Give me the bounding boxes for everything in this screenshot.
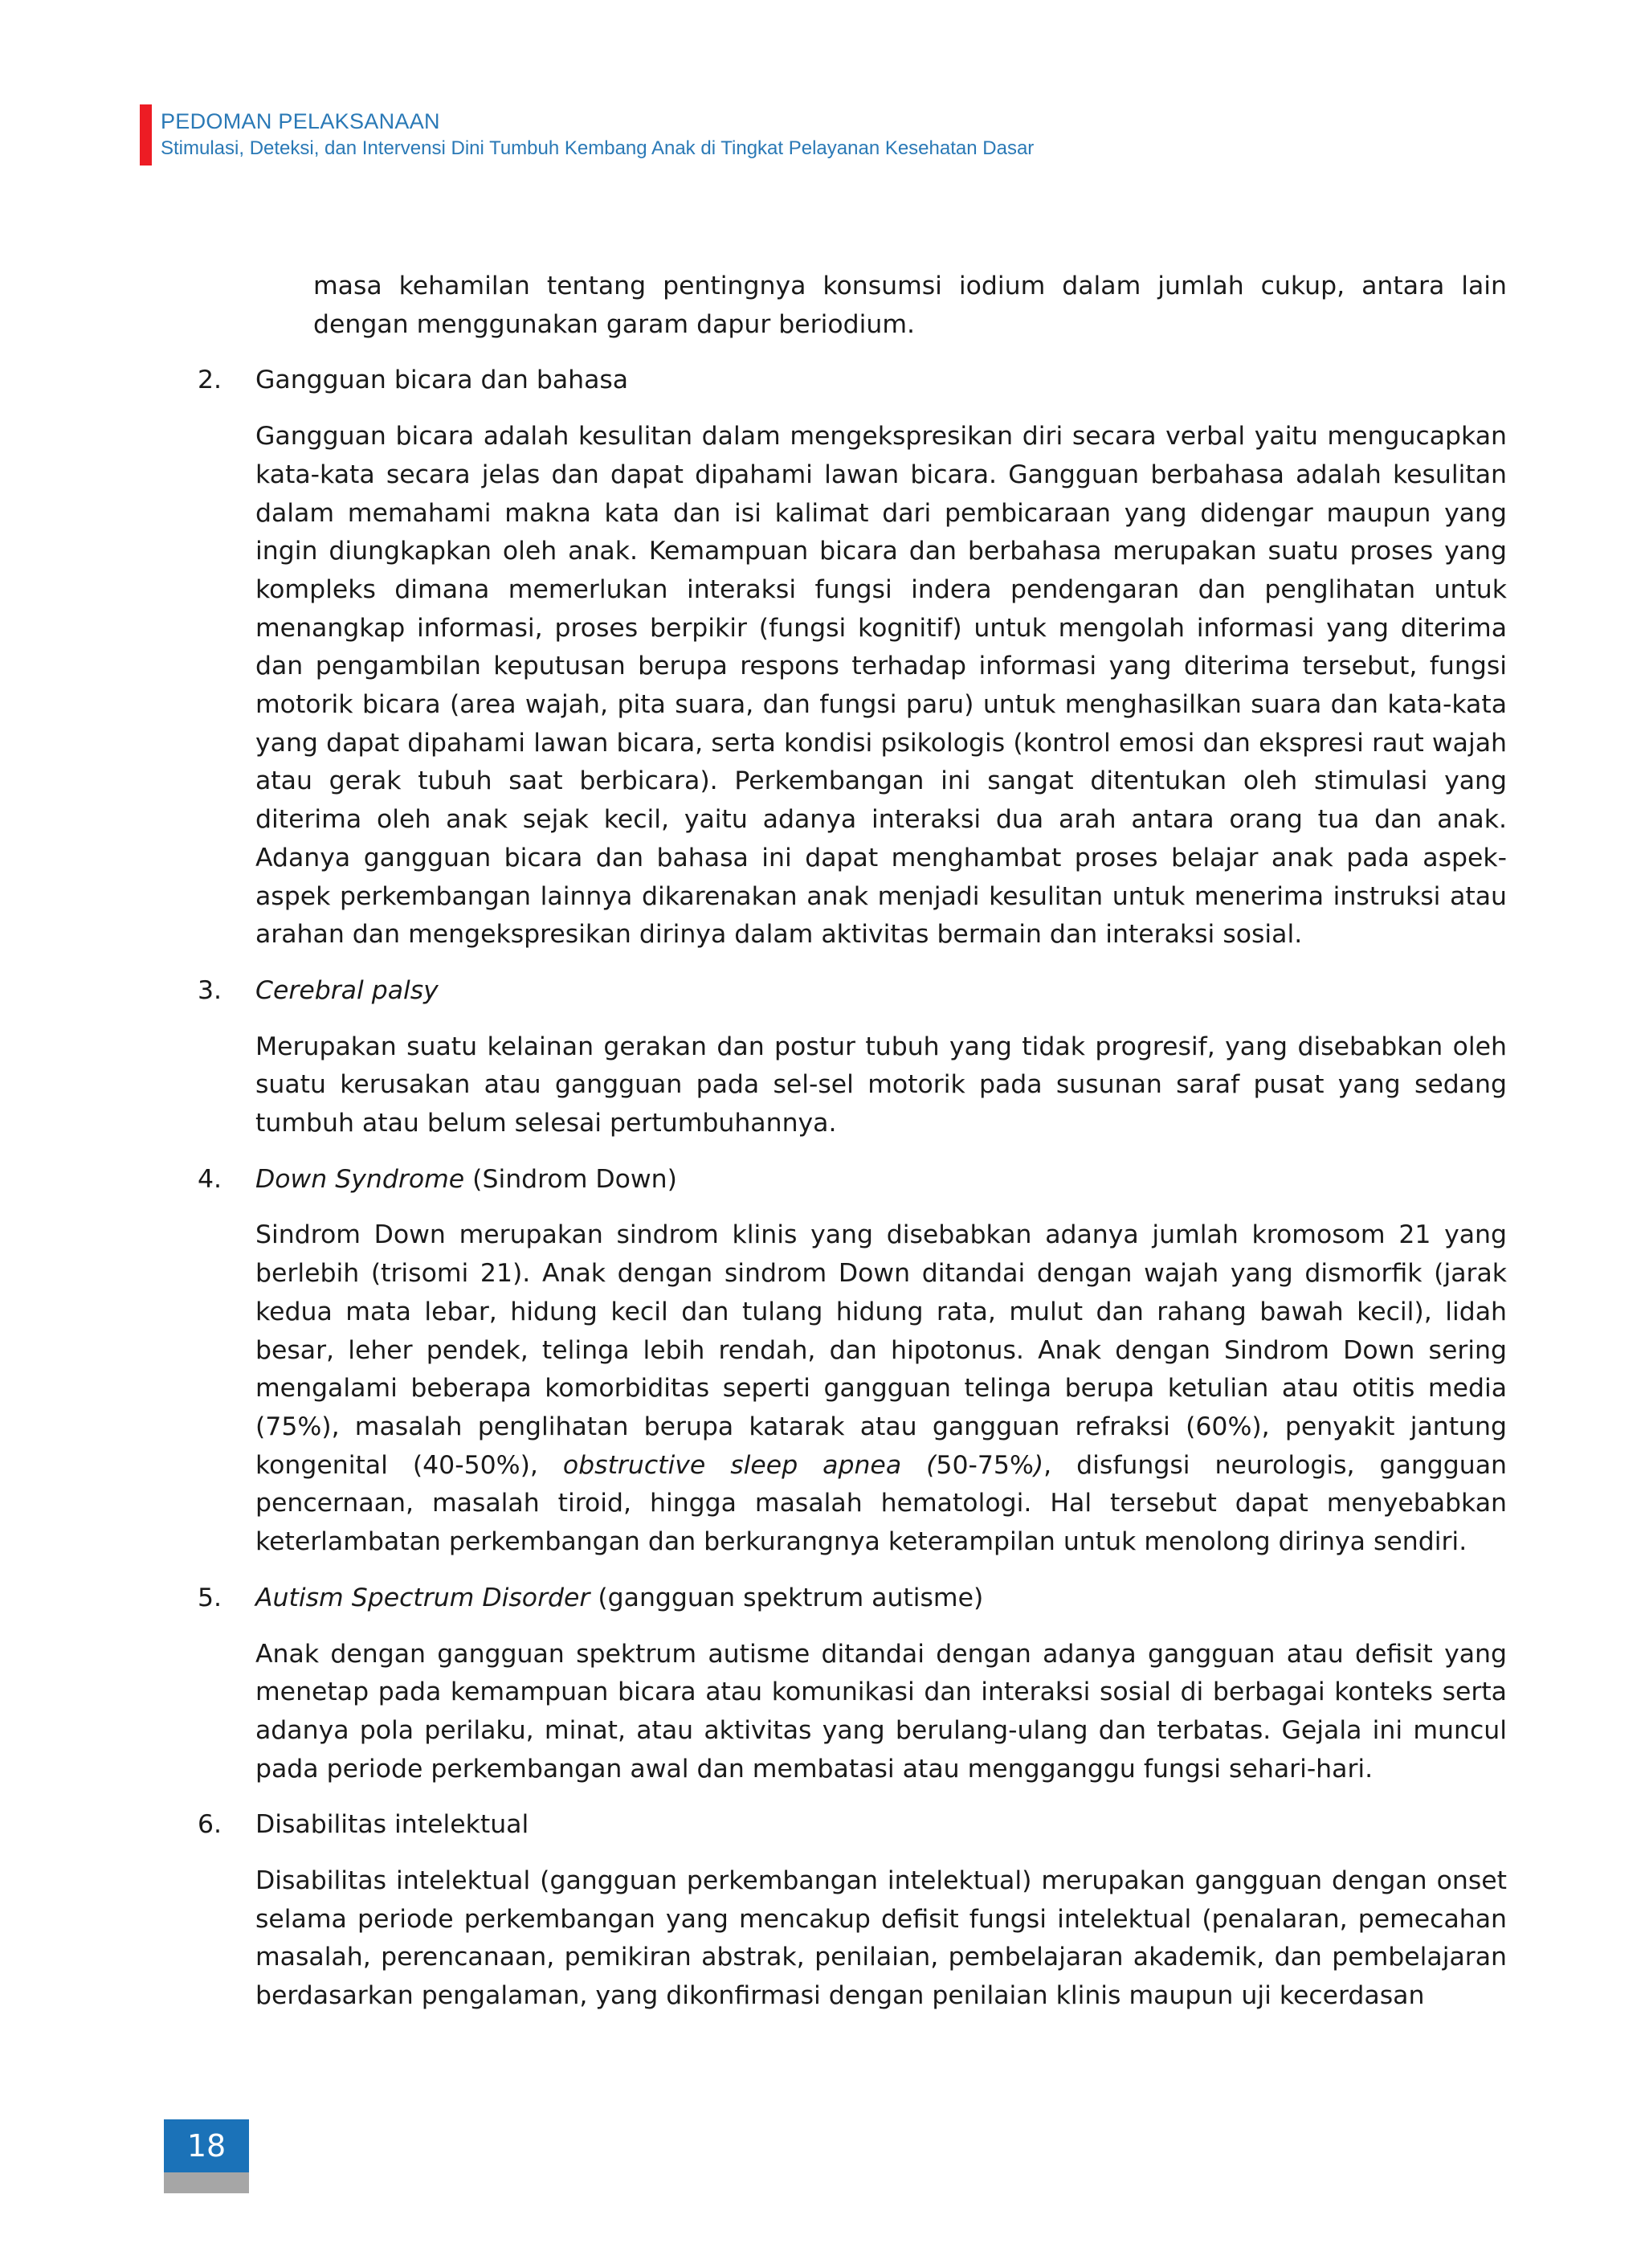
list-item-body [255,1216,1507,1561]
page-number: 18 [164,2119,249,2172]
intro-continuation: masa kehamilan tentang pentingnya konsumsi iodium dalam jumlah cukup, antara lain dengan menggunakan garam dapur beriodium. [313,272,1507,339]
list-item-title [255,1579,1507,1618]
list-item-heading [198,972,1507,1011]
body-text-segment: , disfungsi neurologis, gangguan pencernaan, masalah tiroid, hingga masalah hematologi. Hal tersebut dapat menyebabkan keterlambatan perkembangan dan berkurangnya keterampilan untuk menolong dirinya sendiri. [255,1450,1508,1557]
list-item-heading [198,1579,1507,1618]
list-item-number: 3. [198,975,222,1005]
header-accent-bar [140,104,152,166]
list-item-title-italic: Cerebral palsy [255,975,439,1005]
list-item-number: 5. [198,1583,222,1612]
body-text-segment: 50-75% [936,1450,1034,1480]
list-item-title-rest: (gangguan spektrum autisme) [590,1583,984,1612]
list-item-body: Merupakan suatu kelainan gerakan dan postur tubuh yang tidak progresif, yang disebabkan oleh suatu kerusakan atau gangguan pada sel-sel motorik pada susunan saraf pusat yang sedang tumbuh atau belum selesai pertumbuhannya. [255,1032,1507,1138]
header-subtitle: Stimulasi, Deteksi, dan Intervensi Dini Tumbuh Kembang Anak di Tingkat Pelayanan Kesehatan Dasar [161,137,1035,159]
list-item-heading [198,1161,1507,1199]
list-item-title [255,972,1507,1011]
list-item-body: Gangguan bicara adalah kesulitan dalam mengekspresikan diri secara verbal yaitu mengucapkan kata-kata secara jelas dan dapat dipahami lawan bicara. Gangguan berbahasa adalah kesulitan dalam memahami makna kata dan isi kalimat dari pembicaraan yang didengar maupun yang ingin diungkapkan oleh anak. Kemampuan bicara dan berbahasa merupakan suatu proses yang kompleks dimana memerlukan interaksi fungsi indera pendengaran dan penglihatan untuk menangkap informasi, proses berpikir (fungsi kognitif) untuk mengolah informasi yang diterima dan pengambilan keputusan berupa respons terhadap informasi yang diterima tersebut, fungsi motorik bicara (area wajah, pita suara, dan fungsi paru) untuk menghasilkan suara dan kata-kata yang dapat dipahami lawan bicara, serta kondisi psikologis (kontrol emosi dan ekspresi raut wajah atau gerak tubuh saat berbicara). Perkembangan ini sangat ditentukan oleh stimulasi yang diterima oleh anak sejak kecil, yaitu adanya interaksi dua arah antara orang tua dan anak. Adanya gangguan bicara dan bahasa ini dapat menghambat proses belajar anak pada aspek-aspek perkembangan lainnya dikarenakan anak menjadi kesulitan untuk menerima instruksi atau arahan dan mengekspresikan dirinya dalam aktivitas bermain dan interaksi sosial. [255,422,1507,950]
list-item-title: Disabilitas intelektual [255,1810,529,1840]
list-item-title-rest: (Sindrom Down) [464,1164,677,1194]
page-number-strip [164,2172,249,2193]
list-item-body: Disabilitas intelektual (gangguan perkembangan intelektual) merupakan gangguan dengan onset selama periode perkembangan yang mencakup defisit fungsi intelektual (penalaran, pemecahan masalah, perencanaan, pemikiran abstrak, penilaian, pembelajaran akademik, dan pembelajaran berdasarkan pengalaman, yang dikonfirmasi dengan penilaian klinis maupun uji kecerdasan [255,1866,1507,2011]
list-item-body: Anak dengan gangguan spektrum autisme ditandai dengan adanya gangguan atau defisit yang menetap pada kemampuan bicara atau komunikasi dan interaksi sosial di berbagai konteks serta adanya pola perilaku, minat, atau aktivitas yang berulang-ulang dan terbatas. Gejala ini muncul pada periode perkembangan awal dan membatasi atau mengganggu fungsi sehari-hari. [255,1639,1507,1784]
list-item-title-italic: Autism Spectrum Disorder [255,1583,590,1612]
body-italic-term: obstructive sleep apnea ( [562,1450,937,1480]
list-item-number: 2. [198,366,222,395]
list-item-title [255,1161,1507,1199]
running-header [140,104,1425,166]
list-item-number: 4. [198,1164,222,1194]
page-body [198,268,1507,2016]
header-title: PEDOMAN PELAKSANAAN [161,109,440,133]
list-item-title: Gangguan bicara dan bahasa [255,366,629,395]
list-item-heading [198,1806,1507,1845]
list-item-number: 6. [198,1810,222,1840]
body-italic-term: ) [1033,1450,1044,1480]
list-item-title-italic: Down Syndrome [255,1164,465,1194]
body-text-segment: Sindrom Down merupakan sindrom klinis yang disebabkan adanya jumlah kromosom 21 yang berlebih (trisomi 21). Anak dengan sindrom Down ditandai dengan wajah yang dismorfik (jarak kedua mata lebar, hidung kecil dan tulang hidung rata, mulut dan rahang bawah kecil), lidah besar, leher pendek, telinga lebih rendah, dan hipotonus. Anak dengan Sindrom Down sering mengalami beberapa komorbiditas seperti gangguan telinga berupa ketulian atau otitis media (75%), masalah penglihatan berupa katarak atau gangguan refraksi (60%), penyakit jantung kongenital (40-50%), [255,1220,1507,1480]
list-item-heading [198,362,1507,400]
